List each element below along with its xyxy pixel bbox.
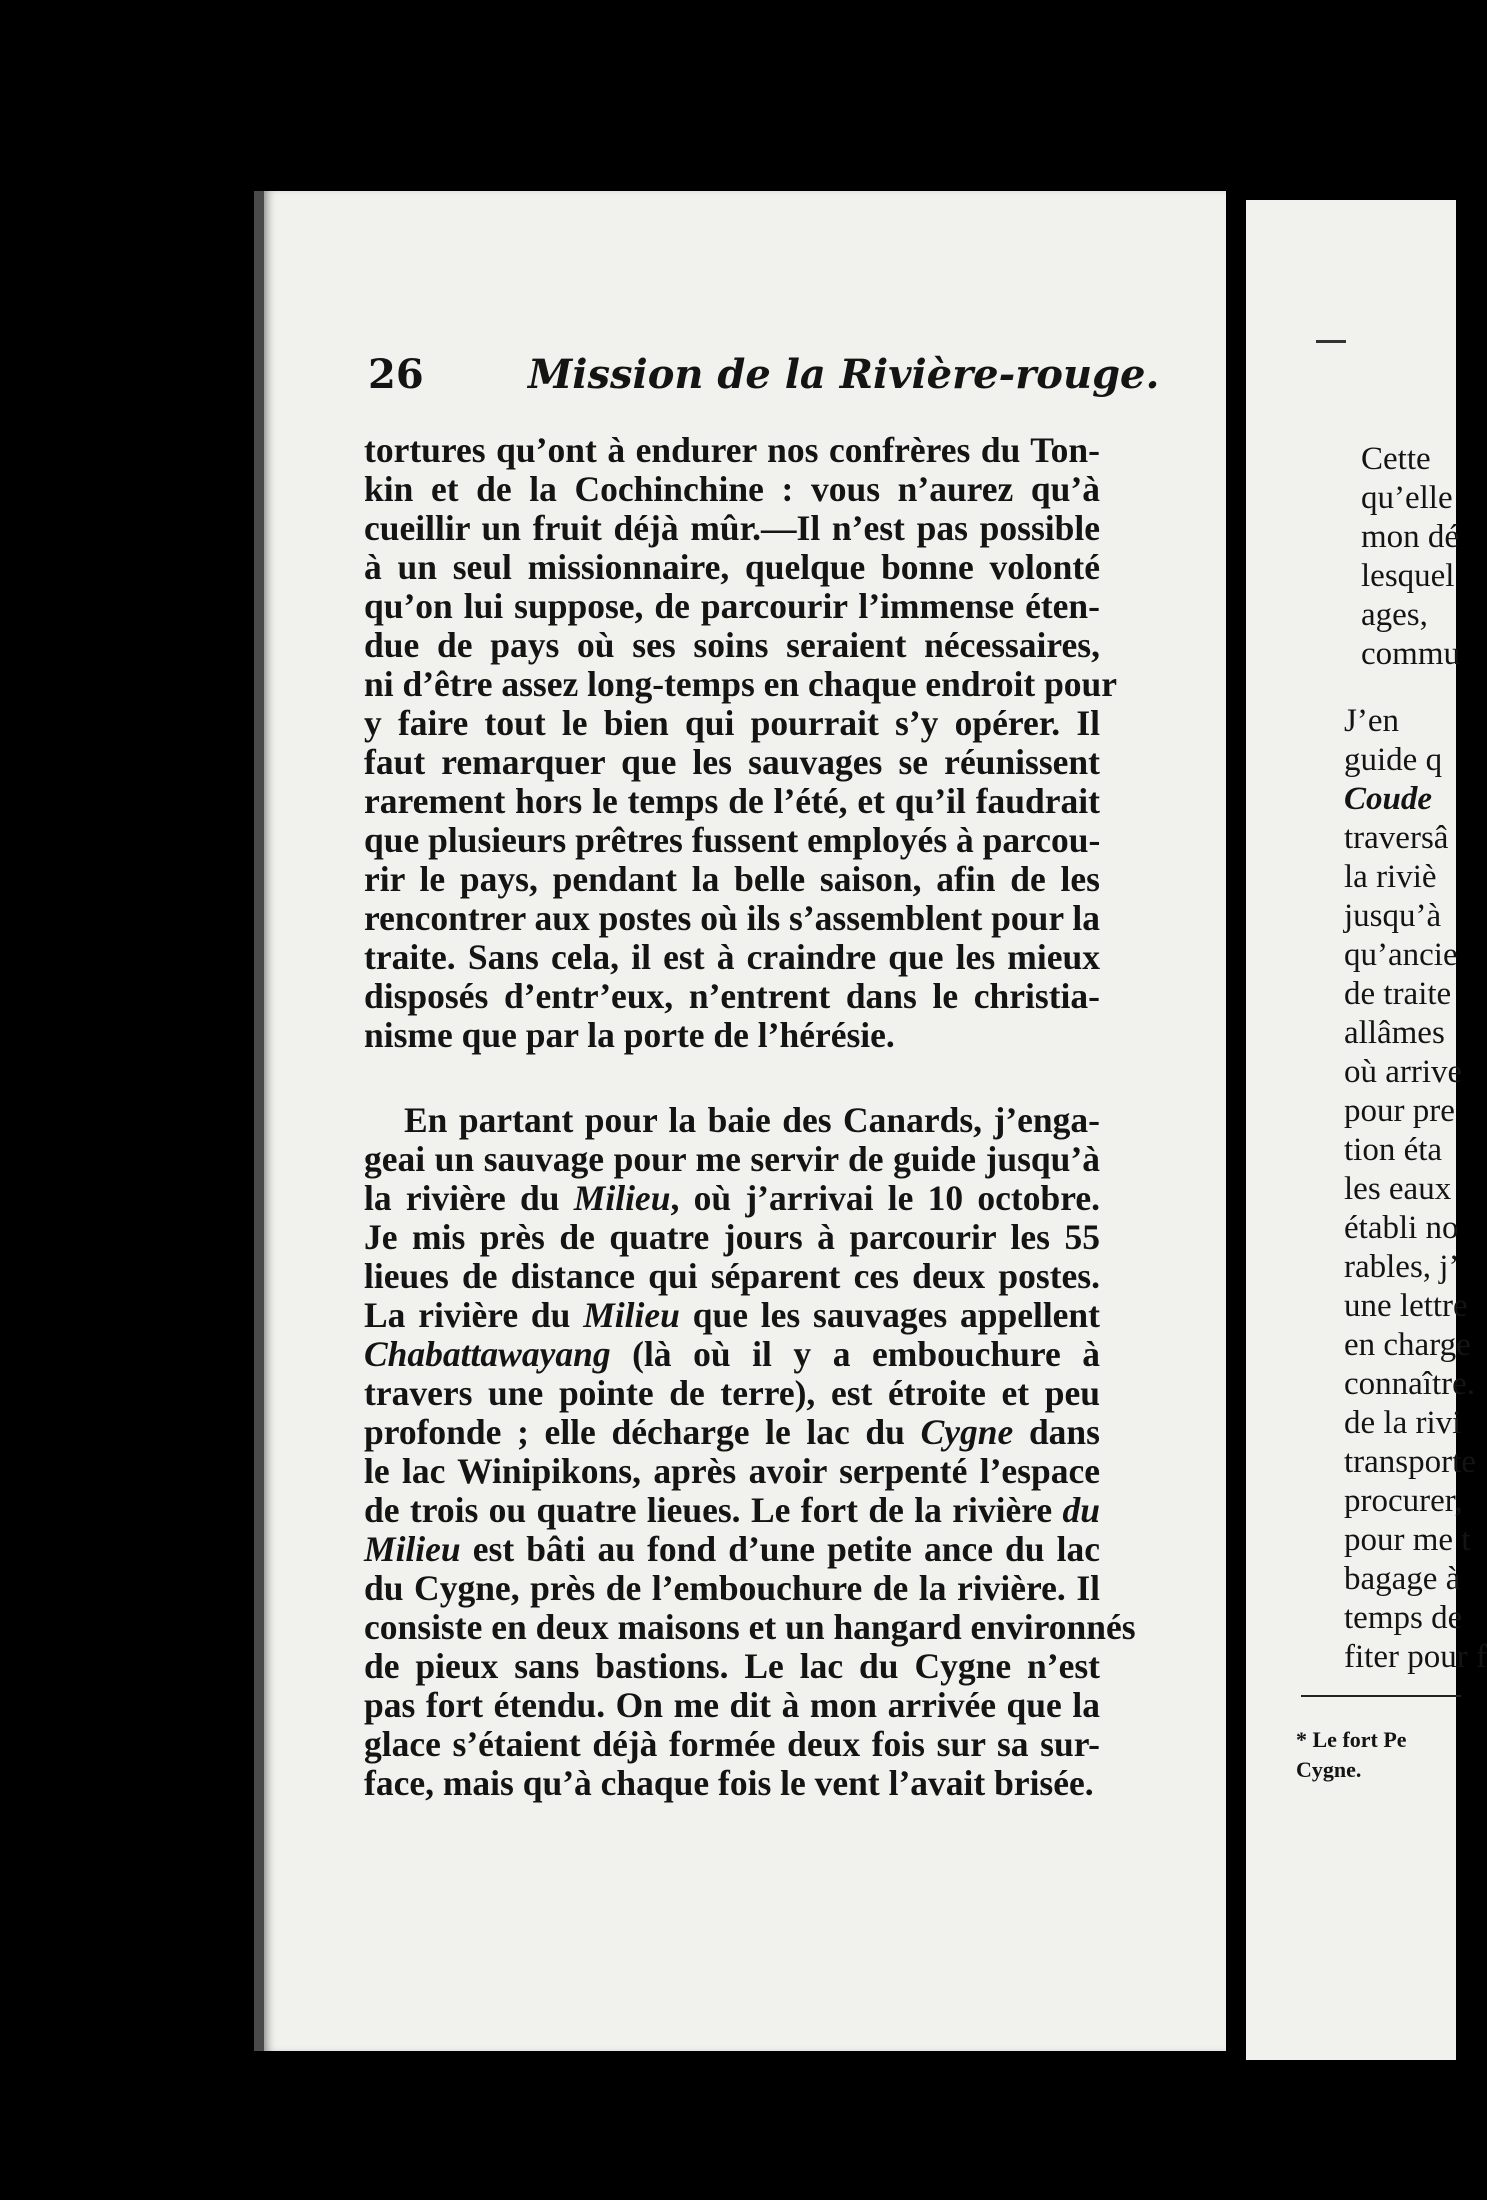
text-line: traversâ (1344, 820, 1449, 856)
text-line: lesquel (1361, 558, 1455, 594)
text-line: Cette (1361, 441, 1431, 477)
text-line: nisme que par la porte de l’hérésie. (364, 1015, 895, 1055)
text-line: ni d’être assez long-temps en chaque endroit pour (364, 664, 1118, 704)
page-number: 26 (368, 351, 424, 398)
text-line: du Cygne, près de l’embouchure de la rivière. Il (364, 1568, 1100, 1608)
text-line: Je mis près de quatre jours à parcourir les 55 (364, 1217, 1100, 1257)
text-line: kin et de la Cochinchine : vous n’aurez qu’à (364, 469, 1100, 509)
text-line: de pieux sans bastions. Le lac du Cygne n’est (364, 1646, 1100, 1686)
text-line: allâmes (1344, 1015, 1445, 1051)
text-line: guide q (1344, 742, 1443, 778)
text-line: en charge (1344, 1327, 1471, 1363)
text-line: faut remarquer que les sauvages se réunissent (364, 742, 1100, 782)
right-paragraph-1 (1246, 440, 1487, 674)
text-line: les eaux (1344, 1171, 1452, 1207)
text-line: pas fort étendu. On me dit à mon arrivée que la (364, 1685, 1100, 1725)
text-line: consiste en deux maisons et un hangard environnés (364, 1607, 1136, 1647)
footnote-line: Cygne. (1296, 1757, 1362, 1782)
text-line: geai un sauvage pour me servir de guide jusqu’à (364, 1139, 1100, 1179)
text-line: tion éta (1344, 1132, 1443, 1168)
left-page (254, 191, 1226, 2051)
footnote (1296, 1725, 1407, 1785)
text-line: En partant pour la baie des Canards, j’enga- (404, 1100, 1100, 1140)
text-line: rarement hors le temps de l’été, et qu’il faudrait (364, 781, 1100, 821)
text-line: de trois ou quatre lieues. Le fort de la rivière du (364, 1490, 1100, 1530)
right-paragraph-2 (1246, 702, 1487, 780)
text-line: La rivière du Milieu que les sauvages appellent (364, 1295, 1100, 1335)
text-line: Coude (1344, 781, 1433, 817)
text-line: commu (1361, 636, 1460, 672)
body-text (364, 430, 1136, 1803)
text-line: disposés d’entr’eux, n’entrent dans le christia- (364, 976, 1100, 1016)
paragraph-1 (364, 430, 1118, 1055)
text-line: rir le pays, pendant la belle saison, afin de les (364, 859, 1100, 899)
footnote-rule (1301, 1695, 1461, 1697)
text-line: tortures qu’ont à endurer nos confrères du Ton- (364, 430, 1100, 470)
text-line: pour pre (1344, 1093, 1455, 1129)
running-title: Mission de la Rivière-rouge. (528, 351, 1160, 398)
text-line: que plusieurs prêtres fussent employés à parcou- (364, 820, 1101, 860)
page-header (368, 351, 1218, 411)
text-line: cueillir un fruit déjà mûr.—Il n’est pas possible (364, 508, 1100, 548)
text-line: qu’ancie (1344, 937, 1458, 973)
text-line: travers une pointe de terre), est étroite et peu (364, 1373, 1100, 1413)
text-line: mon dé (1361, 519, 1460, 555)
right-page-fragment (1246, 200, 1487, 2060)
header-dash (1316, 340, 1346, 343)
text-line: à un seul missionnaire, quelque bonne volonté (364, 547, 1100, 587)
text-line: traite. Sans cela, il est à craindre que les mieux (364, 937, 1100, 977)
text-line: le lac Winipikons, après avoir serpenté l’espace (364, 1451, 1100, 1491)
text-line: établi no (1344, 1210, 1459, 1246)
paragraph-2 (364, 1100, 1136, 1803)
text-line: où arrive (1344, 1054, 1463, 1090)
text-line: la riviè (1344, 859, 1437, 895)
text-line: transporte (1344, 1444, 1476, 1480)
text-line: de traite (1344, 976, 1452, 1012)
text-line: profonde ; elle décharge le lac du Cygne dans (364, 1412, 1100, 1452)
text-line: y faire tout le bien qui pourrait s’y opérer. Il (364, 703, 1100, 743)
text-line: bagage à (1344, 1561, 1461, 1597)
text-line: une lettre (1344, 1288, 1468, 1324)
right-paragraph-2-cont (1246, 819, 1487, 1677)
text-line: qu’on lui suppose, de parcourir l’immense éten- (364, 586, 1100, 626)
text-line: glace s’étaient déjà formée deux fois sur sa sur- (364, 1724, 1100, 1764)
text-line: rables, j’ (1344, 1249, 1460, 1285)
text-line: ages, (1361, 597, 1428, 633)
text-line: due de pays où ses soins seraient nécessaires, (364, 625, 1100, 665)
text-line: fiter pour f (1344, 1639, 1487, 1675)
right-page-text (1246, 440, 1487, 1677)
text-line: jusqu’à (1344, 898, 1442, 934)
text-line: qu’elle (1361, 480, 1453, 516)
text-line: lieues de distance qui séparent ces deux postes. (364, 1256, 1100, 1296)
text-line: J’en (1344, 703, 1399, 739)
footnote-line: * Le fort Pe (1296, 1727, 1407, 1752)
text-line: connaître. (1344, 1366, 1476, 1402)
text-line: Chabattawayang (là où il y a embouchure à (364, 1334, 1100, 1374)
text-line: rencontrer aux postes où ils s’assemblent pour la (364, 898, 1101, 938)
text-line: procurer, (1344, 1483, 1463, 1519)
text-line: temps de (1344, 1600, 1463, 1636)
text-line: la rivière du Milieu, où j’arrivai le 10 octobre. (364, 1178, 1100, 1218)
text-line: pour me t (1344, 1522, 1471, 1558)
text-line: face, mais qu’à chaque fois le vent l’avait brisée. (364, 1763, 1094, 1803)
text-line: Milieu est bâti au fond d’une petite ance du lac (364, 1529, 1100, 1569)
text-line: de la rivi (1344, 1405, 1462, 1441)
